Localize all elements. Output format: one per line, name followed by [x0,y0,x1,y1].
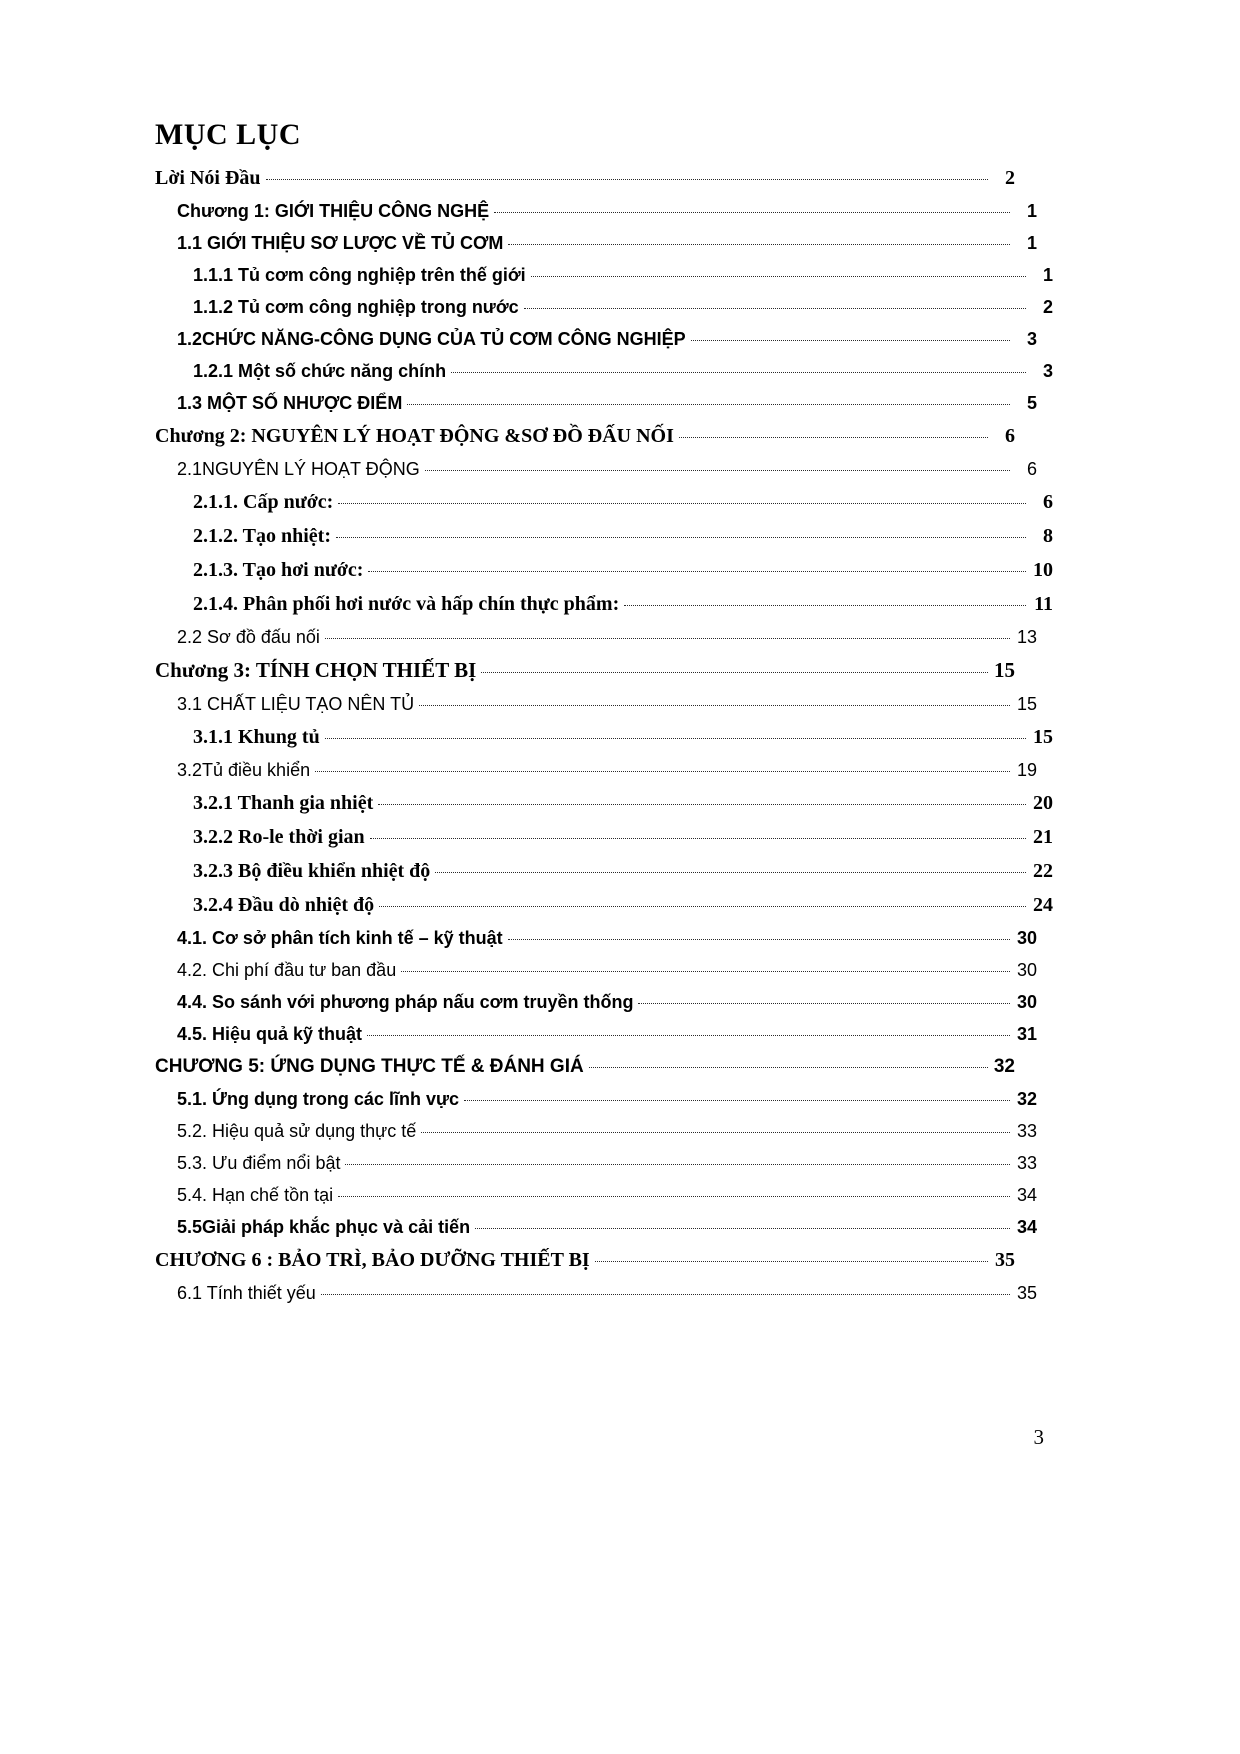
toc-entry-label: 2.2 Sơ đồ đấu nối [177,626,320,647]
toc-leader-dots [624,604,1026,606]
toc-entry-page: 11 [1034,592,1053,615]
toc-entry[interactable] [177,688,1037,720]
toc-entry[interactable] [177,922,1037,954]
toc-leader-dots [321,1293,1010,1295]
toc-entry-label: 2.1NGUYÊN LÝ HOẠT ĐỘNG [177,458,420,479]
toc-entry-label: 2.1.3. Tạo hơi nước: [193,558,364,581]
toc-entry-page: 30 [1016,991,1037,1012]
toc-entry[interactable] [193,519,1053,553]
toc-entry[interactable] [177,1179,1037,1211]
toc-leader-dots [315,770,1010,772]
toc-leader-dots [336,536,1026,538]
toc-leader-dots [464,1099,1010,1101]
toc-entry[interactable] [193,291,1053,323]
toc-entry-label: 2.1.1. Cấp nước: [193,490,334,513]
toc-entry[interactable] [177,1115,1037,1147]
toc-entry-label: 3.1.1 Khung tủ [193,725,320,748]
toc-entry-page: 6 [1043,490,1053,513]
toc-entry-page: 15 [994,657,1015,682]
toc-entry-label: 5.5Giải pháp khắc phục và cải tiến [177,1216,471,1237]
toc-entry-label: 3.1 CHẤT LIỆU TẠO NÊN TỦ [177,693,415,714]
toc-entry-page: 32 [993,1055,1015,1077]
toc-entry[interactable] [177,387,1037,419]
toc-entry-page: 33 [1016,1152,1037,1173]
toc-entry-page: 1 [1026,200,1037,221]
toc-entry-label: 4.5. Hiệu quả kỹ thuật [177,1023,363,1044]
toc-leader-dots [367,1034,1010,1036]
toc-entry-label: 1.1 GIỚI THIỆU SƠ LƯỢC VỀ TỦ CƠM [177,232,504,253]
toc-leader-dots [325,737,1026,739]
toc-entry-label: 5.3. Ưu điểm nổi bật [177,1152,341,1173]
toc-entry-page: 6 [1005,424,1015,447]
toc-entry-page: 30 [1016,927,1037,948]
toc-entry-page: 35 [995,1248,1015,1271]
toc-entry-page: 34 [1016,1184,1037,1205]
toc-leader-dots [679,436,988,438]
toc-entry[interactable] [155,161,1015,195]
toc-leader-dots [338,502,1026,504]
toc-leader-dots [691,339,1010,341]
toc-leader-dots [524,307,1026,309]
toc-leader-dots [425,469,1010,471]
toc-entry[interactable] [193,720,1053,754]
toc-entry-label: 1.2CHỨC NĂNG-CÔNG DỤNG CỦA TỦ CƠM CÔNG NGHIỆP [177,328,686,349]
toc-entry-page: 34 [1016,1216,1037,1237]
toc-entry-label: 1.2.1 Một số chức năng chính [193,360,447,381]
toc-leader-dots [370,837,1026,839]
toc-entry[interactable] [177,1018,1037,1050]
toc-entry-page: 35 [1016,1282,1037,1303]
toc-entry-label: 5.4. Hạn chế tồn tại [177,1184,334,1205]
toc-entry-page: 21 [1033,825,1053,848]
toc-entry-label: Chương 1: GIỚI THIỆU CÔNG NGHỆ [177,200,490,221]
toc-entry-page: 1 [1042,264,1053,285]
toc-leader-dots [378,803,1026,805]
toc-entry-label: Lời Nói Đầu [155,166,261,189]
toc-leader-dots [481,671,988,673]
toc-entry-page: 2 [1042,296,1053,317]
toc-leader-dots [379,905,1026,907]
toc-entry-page: 2 [1005,166,1015,189]
toc-leader-dots [338,1195,1010,1197]
toc-entry-page: 24 [1033,893,1053,916]
toc-leader-dots [325,637,1010,639]
toc-entry-page: 22 [1033,859,1053,882]
toc-entry-page: 15 [1016,693,1037,714]
toc-entry-label: 5.1. Ứng dụng trong các lĩnh vực [177,1088,459,1109]
toc-leader-dots [407,403,1010,405]
toc-entry[interactable] [177,1083,1037,1115]
toc-entry-label: 1.1.1 Tủ cơm công nghiệp trên thế giới [193,264,526,285]
toc-entry-page: 3 [1042,360,1053,381]
toc-entry-label: Chương 3: TÍNH CHỌN THIẾT BỊ [155,657,477,682]
toc-entry[interactable] [193,485,1053,519]
toc-leader-dots [451,371,1026,373]
toc-entry-label: 1.3 MỘT SỐ NHƯỢC ĐIỂM [177,392,403,413]
toc-entry-label: 3.2.4 Đầu dò nhiệt độ [193,893,375,916]
toc-entry-label: 4.4. So sánh với phương pháp nấu cơm truyền thống [177,991,634,1012]
toc-entry-label: 3.2Tủ điều khiển [177,759,311,780]
toc-entry[interactable] [177,323,1037,355]
toc-entry[interactable] [193,355,1053,387]
toc-entry-label: 4.2. Chi phí đầu tư ban đầu [177,959,397,980]
toc-leader-dots [435,871,1026,873]
toc-leader-dots [421,1131,1010,1133]
toc-leader-dots [401,970,1010,972]
toc-entry-page: 31 [1016,1023,1037,1044]
toc-entry-label: 3.2.2 Ro-le thời gian [193,825,365,848]
toc-entry-label: CHƯƠNG 5: ỨNG DỤNG THỰC TẾ & ĐÁNH GIÁ [155,1055,584,1077]
toc-entry[interactable] [193,854,1053,888]
toc-entry[interactable] [193,888,1053,922]
toc-entry-page: 19 [1016,759,1037,780]
toc-entry-label: 3.2.1 Thanh gia nhiệt [193,791,374,814]
toc-entry[interactable] [193,587,1053,621]
toc-leader-dots [595,1260,988,1262]
toc-entry[interactable] [193,553,1053,587]
toc-container [155,118,1053,1309]
toc-entry-page: 5 [1026,392,1037,413]
toc-entry-page: 13 [1016,626,1037,647]
toc-entry-page: 10 [1033,558,1053,581]
toc-entry-page: 3 [1026,328,1037,349]
toc-leader-dots [345,1163,1010,1165]
toc-entry[interactable] [155,1243,1015,1277]
toc-leader-dots [368,570,1026,572]
toc-entry-page: 33 [1016,1120,1037,1141]
page-title: MỤC LỤC [155,118,301,151]
toc-entry-label: 6.1 Tính thiết yếu [177,1282,316,1303]
page-number: 3 [1033,1425,1044,1449]
toc-entry[interactable] [155,653,1015,688]
table-of-contents [155,161,1053,1309]
toc-entry-label: 3.2.3 Bộ điều khiển nhiệt độ [193,859,431,882]
toc-entry-page: 1 [1026,232,1037,253]
toc-entry[interactable] [155,419,1015,453]
toc-leader-dots [494,211,1010,213]
toc-leader-dots [508,243,1010,245]
toc-entry[interactable] [193,786,1053,820]
toc-entry[interactable] [177,195,1037,227]
toc-entry-label: 4.1. Cơ sở phân tích kinh tế – kỹ thuật [177,927,503,948]
toc-leader-dots [419,704,1010,706]
toc-entry[interactable] [177,1147,1037,1179]
toc-entry-page: 30 [1016,959,1037,980]
toc-entry-page: 8 [1043,524,1053,547]
toc-entry-label: 2.1.2. Tạo nhiệt: [193,524,331,547]
toc-leader-dots [266,178,988,180]
toc-leader-dots [638,1002,1010,1004]
toc-entry[interactable] [193,820,1053,854]
toc-entry[interactable] [177,621,1037,653]
toc-entry-page: 6 [1026,458,1037,479]
toc-entry-label: 1.1.2 Tủ cơm công nghiệp trong nước [193,296,519,317]
toc-entry-page: 32 [1016,1088,1037,1109]
toc-entry[interactable] [177,453,1037,485]
toc-entry[interactable] [177,227,1037,259]
toc-leader-dots [475,1227,1010,1229]
toc-entry[interactable] [177,754,1037,786]
toc-leader-dots [531,275,1026,277]
toc-entry[interactable] [193,259,1053,291]
toc-leader-dots [508,938,1010,940]
toc-entry[interactable] [177,986,1037,1018]
toc-entry-page: 20 [1033,791,1053,814]
toc-entry[interactable] [155,1050,1015,1083]
toc-leader-dots [589,1066,988,1068]
toc-entry-label: CHƯƠNG 6 : BẢO TRÌ, BẢO DƯỠNG THIẾT BỊ [155,1248,590,1271]
toc-entry[interactable] [177,1211,1037,1243]
toc-entry[interactable] [177,1277,1037,1309]
toc-entry-label: 2.1.4. Phân phối hơi nước và hấp chín thực phẩm: [193,592,620,615]
toc-entry-label: 5.2. Hiệu quả sử dụng thực tế [177,1120,417,1141]
toc-entry-label: Chương 2: NGUYÊN LÝ HOẠT ĐỘNG &SƠ ĐỒ ĐẤU NỐI [155,424,674,447]
toc-entry-page: 15 [1033,725,1053,748]
toc-entry[interactable] [177,954,1037,986]
